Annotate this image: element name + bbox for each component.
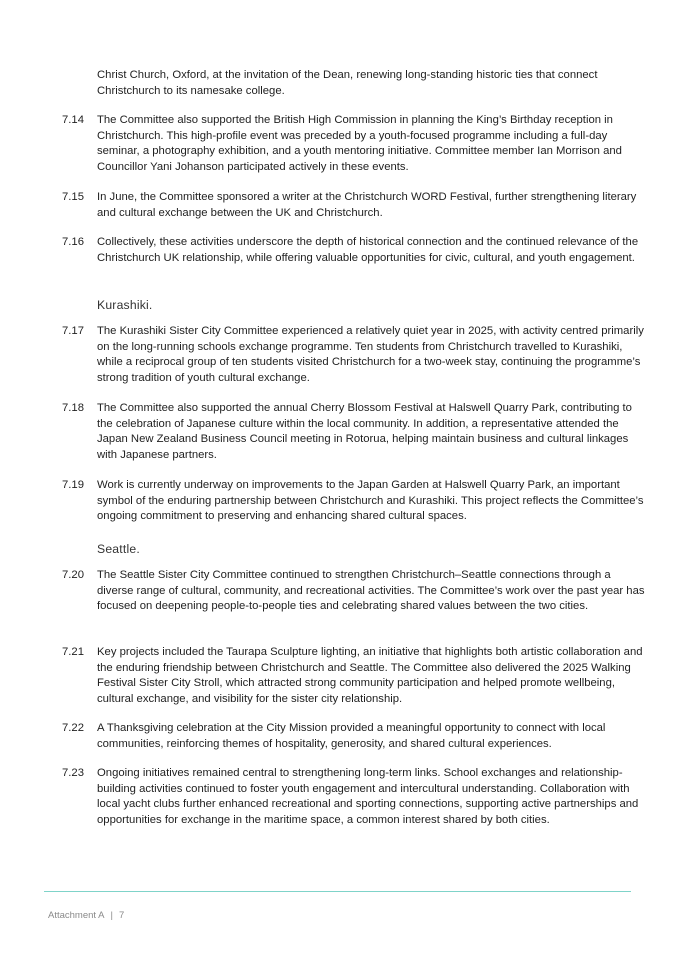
paragraph-text: The Committee also supported the British High Commission in planning the King’s Birthday reception in Christchurch. This high-profile event was preceded by a youth-focused programme including a full-day seminar, a photography exhibition, and a youth mentoring initiative. Committee member Ian Morrison and Councillor Yani Johanson participated actively in these events.: [97, 114, 622, 173]
paragraph-7-20: [62, 568, 647, 615]
paragraph-7-17: [62, 324, 647, 386]
intro-paragraph: Christ Church, Oxford, at the invitation of the Dean, renewing long-standing historic ties that connect Christchurch to its namesake college.: [97, 69, 598, 97]
paragraph-number: 7.23: [62, 767, 84, 779]
page-footer: [48, 910, 124, 922]
paragraph-number: 7.17: [62, 325, 84, 337]
paragraph-7-16: [62, 235, 647, 266]
paragraph-text: A Thanksgiving celebration at the City Mission provided a meaningful opportunity to connect with local communities, reinforcing themes of hospitality, generosity, and shared cultural experiences.: [97, 722, 606, 750]
paragraph-text: The Seattle Sister City Committee continued to strengthen Christchurch–Seattle connections through a diverse range of cultural, community, and recreational activities. The Committee’s work over the past year has focused on deepening people-to-people ties and celebrating shared values between the two cities.: [97, 569, 645, 613]
paragraph-number: 7.20: [62, 569, 84, 581]
paragraph-number: 7.14: [62, 114, 84, 126]
section-heading-seattle: Seattle.: [97, 542, 140, 556]
section-heading-kurashiki: Kurashiki.: [97, 298, 153, 312]
paragraph-text: The Committee also supported the annual Cherry Blossom Festival at Halswell Quarry Park, contributing to the celebration of Japanese culture within the local community. In addition, a representative attended the Japan New Zealand Business Council meeting in Rotorua, helping maintain business and cultural linkages with Japanese partners.: [97, 402, 632, 461]
paragraph-7-21: [62, 645, 647, 707]
paragraph-7-23: [62, 766, 647, 828]
paragraph-number: 7.18: [62, 402, 84, 414]
paragraph-number: 7.15: [62, 191, 84, 203]
paragraph-text: Work is currently underway on improvements to the Japan Garden at Halswell Quarry Park, an important symbol of the enduring partnership between Christchurch and Kurashiki. This project reflects the Committee’s ongoing commitment to preserving and enhancing shared cultural spaces.: [97, 479, 644, 523]
paragraph-number: 7.21: [62, 646, 84, 658]
paragraph-text: Ongoing initiatives remained central to strengthening long-term links. School exchanges and relationship-building activities continued to foster youth engagement and intercultural understanding. Collaboration with local yacht clubs further enhanced recreational and sporting connections, supporting active partnerships and opportunities for exchange in the maritime space, a common interest shared by both cities.: [97, 767, 639, 826]
paragraph-text: Key projects included the Taurapa Sculpture lighting, an initiative that highlights both artistic collaboration and the enduring friendship between Christchurch and Seattle. The Committee also delivered the 2025 Walking Festival Sister City Stroll, which attracted strong community participation and helped promote wellbeing, cultural exchange, and visibility for the sister city relationship.: [97, 646, 643, 705]
paragraph-text: The Kurashiki Sister City Committee experienced a relatively quiet year in 2025, with activity centred primarily on the long-running schools exchange programme. Ten students from Christchurch travelled to Kurashiki, while a reciprocal group of ten students visited Christchurch for a two-week stay, continuing the programme’s strong tradition of youth cultural exchange.: [97, 325, 644, 384]
paragraph-7-14: [62, 113, 647, 175]
page-number: 7: [118, 910, 125, 921]
paragraph-text: Collectively, these activities underscore the depth of historical connection and the continued relevance of the Christchurch UK relationship, while offering valuable opportunities for civic, cultural, and youth engagement.: [97, 236, 639, 264]
footer-attachment-label: Attachment A: [48, 910, 105, 921]
footer-divider: [44, 891, 631, 892]
paragraph-7-15: [62, 190, 647, 221]
paragraph-number: 7.19: [62, 479, 84, 491]
footer-separator: |: [110, 910, 113, 921]
paragraph-7-22: [62, 721, 647, 752]
paragraph-7-19: [62, 478, 647, 525]
paragraph-number: 7.22: [62, 722, 84, 734]
paragraph-number: 7.16: [62, 236, 84, 248]
paragraph-text: In June, the Committee sponsored a writer at the Christchurch WORD Festival, further strengthening literary and cultural exchange between the UK and Christchurch.: [97, 191, 637, 219]
paragraph-7-18: [62, 401, 647, 463]
